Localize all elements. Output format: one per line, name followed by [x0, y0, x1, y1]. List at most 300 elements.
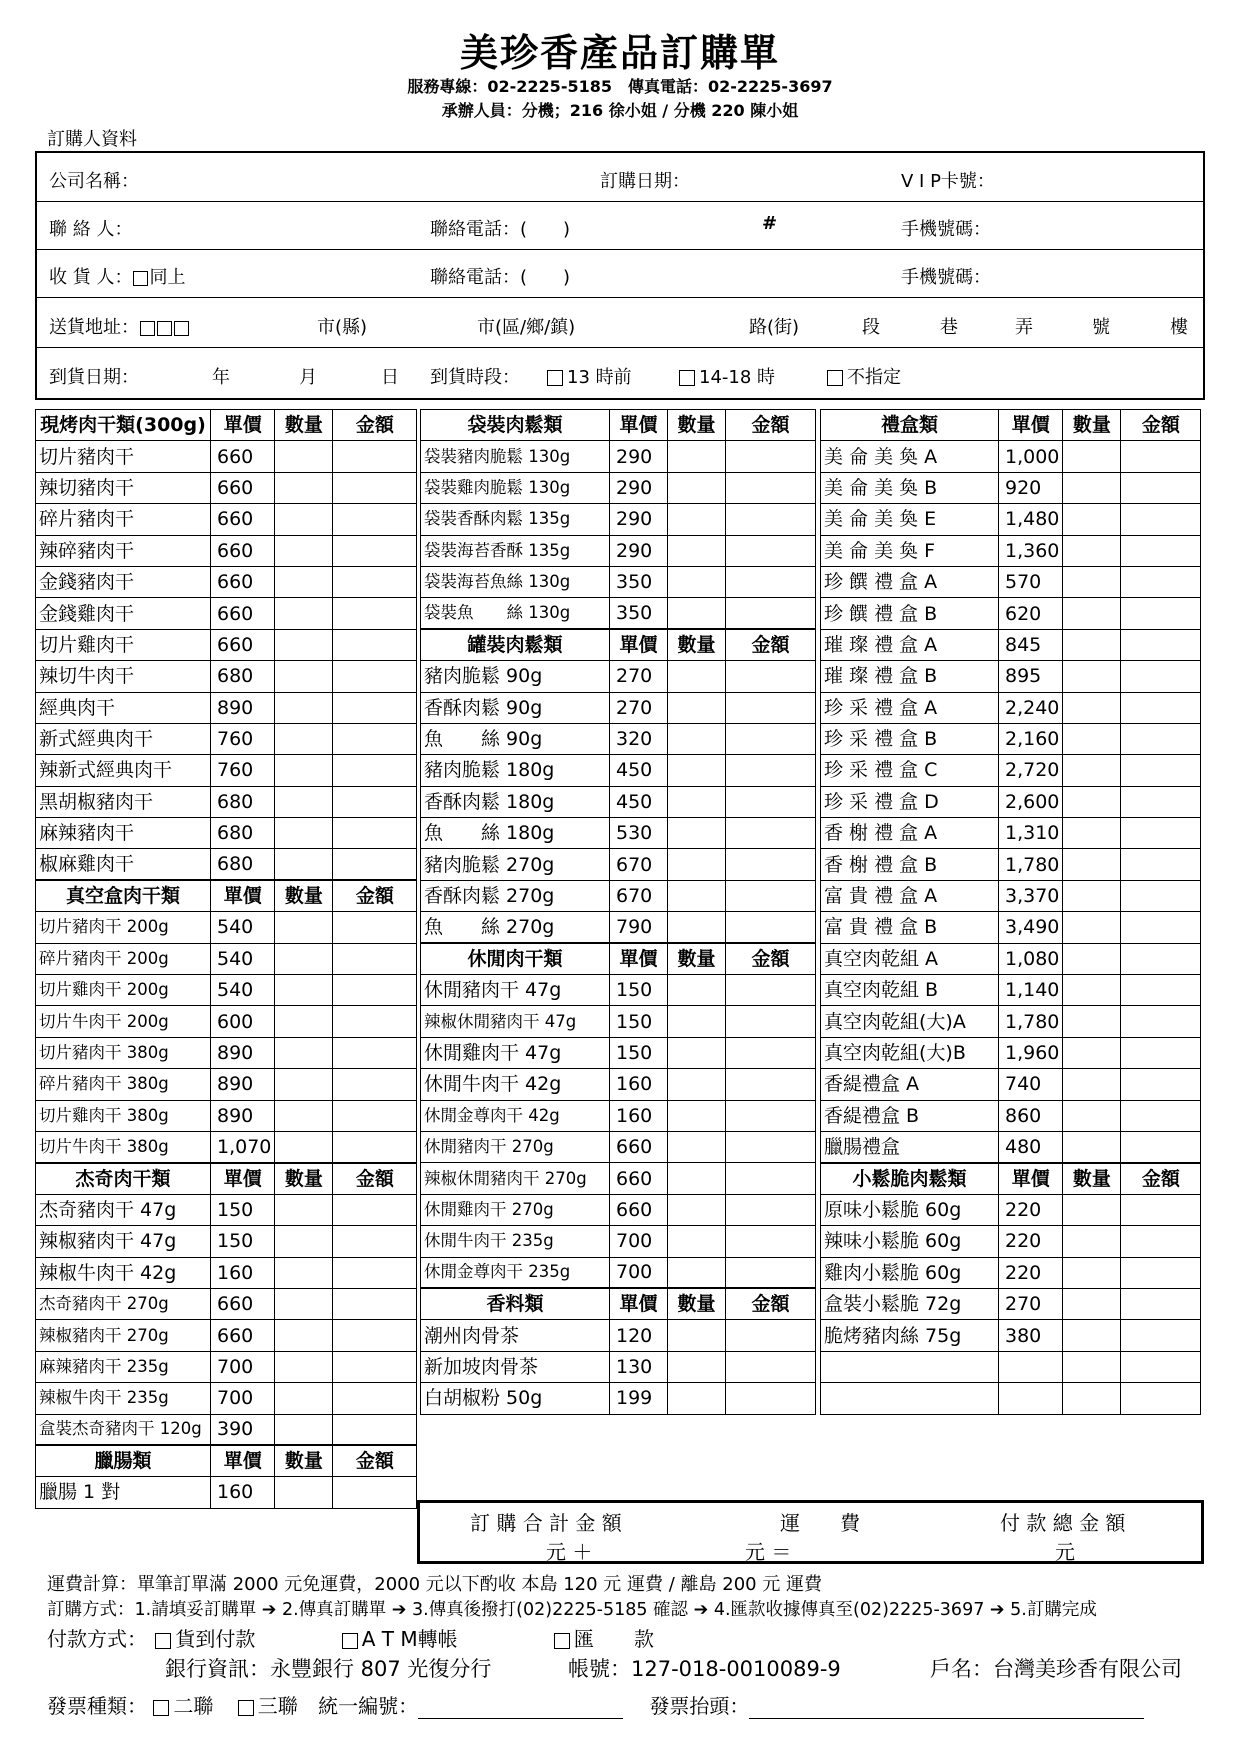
quantity-input[interactable]	[275, 1131, 333, 1162]
amount-input[interactable]	[333, 504, 417, 535]
product-row	[36, 786, 417, 817]
amount-input[interactable]	[1121, 723, 1201, 754]
amount-input[interactable]	[726, 786, 816, 817]
receiver-field[interactable]: 收 貨 人： 同上	[49, 267, 186, 288]
amount-input[interactable]	[726, 1226, 816, 1257]
amount-input[interactable]	[333, 1226, 417, 1257]
product-row	[421, 661, 816, 692]
amount-input[interactable]	[726, 1257, 816, 1288]
unit-price: 700	[211, 1351, 275, 1382]
unit-price: 3,370	[999, 880, 1063, 911]
quantity-input[interactable]	[1063, 1226, 1121, 1257]
quantity-input[interactable]	[668, 661, 726, 692]
section-header-row	[36, 1445, 417, 1476]
quantity-input[interactable]	[1063, 912, 1121, 943]
price-header: 單價	[211, 1163, 275, 1194]
grand-total-value[interactable]: 元	[1055, 1540, 1075, 1564]
section-header-row	[36, 410, 417, 441]
bank-account: 帳號：127-018-0010089-9	[568, 1657, 841, 1681]
empty-cell[interactable]	[999, 1383, 1063, 1414]
product-name: 休閒金尊肉干 235g	[421, 1257, 610, 1288]
amount-input[interactable]	[333, 629, 417, 660]
quantity-input[interactable]	[275, 692, 333, 723]
unit-price: 2,600	[999, 786, 1063, 817]
quantity-input[interactable]	[668, 504, 726, 535]
quantity-input[interactable]	[668, 472, 726, 503]
product-name: 休閒豬肉干 270g	[421, 1131, 610, 1162]
product-row	[36, 723, 417, 754]
product-name: 美 侖 美 奐 B	[821, 472, 999, 503]
invoice-title-input[interactable]	[749, 1698, 1144, 1719]
section-title: 休閒肉干類	[421, 943, 610, 974]
amount-input[interactable]	[726, 849, 816, 880]
product-row	[821, 598, 1201, 629]
receiver-phone-field[interactable]: 聯絡電話：( )	[430, 267, 571, 288]
quantity-input[interactable]	[275, 1194, 333, 1225]
arrival-day[interactable]: 日	[381, 367, 399, 388]
section-title: 袋裝肉鬆類	[421, 410, 610, 441]
amount-input[interactable]	[333, 661, 417, 692]
quantity-input[interactable]	[1063, 472, 1121, 503]
invoice-duplicate-checkbox[interactable]	[153, 1700, 169, 1716]
amount-input[interactable]	[1121, 1037, 1201, 1068]
unit-price: 220	[999, 1226, 1063, 1257]
quantity-input[interactable]	[668, 566, 726, 597]
unit-price: 670	[610, 880, 668, 911]
product-row	[421, 1006, 816, 1037]
contact-phone-field[interactable]: 聯絡電話：( )	[430, 219, 571, 240]
unit-price: 350	[610, 598, 668, 629]
amount-input[interactable]	[1121, 880, 1201, 911]
product-row	[36, 566, 417, 597]
amount-input[interactable]	[1121, 1257, 1201, 1288]
quantity-input[interactable]	[275, 1069, 333, 1100]
product-row	[36, 912, 417, 943]
quantity-input[interactable]	[668, 818, 726, 849]
quantity-input[interactable]	[275, 472, 333, 503]
amount-input[interactable]	[726, 1100, 816, 1131]
empty-cell[interactable]	[1063, 1351, 1121, 1382]
amount-input[interactable]	[333, 723, 417, 754]
amount-header: 金額	[1121, 410, 1201, 441]
quantity-input[interactable]	[1063, 975, 1121, 1006]
product-row	[421, 535, 816, 566]
addr-alley: 弄	[1015, 317, 1033, 338]
quantity-input[interactable]	[668, 1131, 726, 1162]
amount-input[interactable]	[333, 1100, 417, 1131]
quantity-input[interactable]	[1063, 1006, 1121, 1037]
amount-input[interactable]	[1121, 535, 1201, 566]
unit-price: 1,480	[999, 504, 1063, 535]
section-title: 真空盒肉干類	[36, 880, 211, 911]
arrival-year[interactable]: 年	[212, 367, 230, 388]
quantity-input[interactable]	[1063, 755, 1121, 786]
quantity-input[interactable]	[668, 692, 726, 723]
product-row	[821, 1194, 1201, 1225]
pay-remit-checkbox[interactable]	[554, 1633, 570, 1649]
quantity-input[interactable]	[668, 755, 726, 786]
quantity-input[interactable]	[275, 1100, 333, 1131]
amount-input[interactable]	[333, 535, 417, 566]
quantity-input[interactable]	[1063, 661, 1121, 692]
quantity-input[interactable]	[668, 1351, 726, 1382]
amount-input[interactable]	[1121, 661, 1201, 692]
quantity-input[interactable]	[668, 975, 726, 1006]
subtotal-value[interactable]: 元 ＋	[546, 1540, 593, 1564]
quantity-input[interactable]	[275, 943, 333, 974]
amount-input[interactable]	[726, 661, 816, 692]
amount-input[interactable]	[726, 566, 816, 597]
quantity-input[interactable]	[275, 441, 333, 472]
amount-input[interactable]	[333, 441, 417, 472]
quantity-input[interactable]	[1063, 504, 1121, 535]
quantity-input[interactable]	[1063, 1069, 1121, 1100]
quantity-input[interactable]	[275, 504, 333, 535]
quantity-input[interactable]	[1063, 880, 1121, 911]
quantity-input[interactable]	[668, 1194, 726, 1225]
product-name: 切片豬肉干 380g	[36, 1037, 211, 1068]
amount-input[interactable]	[333, 943, 417, 974]
product-name: 切片牛肉干 200g	[36, 1006, 211, 1037]
amount-input[interactable]	[726, 1194, 816, 1225]
product-row	[36, 629, 417, 660]
amount-input[interactable]	[726, 975, 816, 1006]
quantity-input[interactable]	[275, 849, 333, 880]
amount-input[interactable]	[1121, 598, 1201, 629]
amount-input[interactable]	[333, 1288, 417, 1319]
amount-input[interactable]	[1121, 1320, 1201, 1351]
amount-input[interactable]	[1121, 1194, 1201, 1225]
delivery-address-field[interactable]: 送貨地址：	[49, 313, 190, 339]
shipping-fee-value[interactable]: 元 ＝	[745, 1540, 792, 1564]
pay-cod-checkbox[interactable]	[155, 1633, 171, 1649]
quantity-input[interactable]	[1063, 1131, 1121, 1162]
amount-input[interactable]	[726, 1351, 816, 1382]
quantity-input[interactable]	[668, 1163, 726, 1194]
amount-input[interactable]	[726, 1131, 816, 1162]
product-row	[421, 1257, 816, 1288]
amount-input[interactable]	[333, 598, 417, 629]
amount-input[interactable]	[333, 1037, 417, 1068]
product-name: 璀 璨 禮 盒 B	[821, 661, 999, 692]
amount-input[interactable]	[333, 1006, 417, 1037]
section-header-row	[821, 1163, 1201, 1194]
amount-input[interactable]	[333, 1069, 417, 1100]
product-name: 休閒牛肉干 235g	[421, 1226, 610, 1257]
amount-input[interactable]	[333, 692, 417, 723]
amount-input[interactable]	[333, 786, 417, 817]
product-row	[421, 1320, 816, 1351]
amount-input[interactable]	[333, 975, 417, 1006]
quantity-input[interactable]	[1063, 818, 1121, 849]
product-name: 香 榭 禮 盒 A	[821, 818, 999, 849]
amount-input[interactable]	[1121, 1100, 1201, 1131]
product-name: 珍 采 禮 盒 C	[821, 755, 999, 786]
same-as-above-checkbox[interactable]	[133, 271, 148, 286]
amount-input[interactable]	[726, 598, 816, 629]
qty-header: 數量	[275, 1163, 333, 1194]
middle-product-table	[420, 409, 816, 1415]
mobile-field[interactable]: 手機號碼：	[901, 219, 991, 240]
quantity-input[interactable]	[275, 1226, 333, 1257]
product-name: 辣切豬肉干	[36, 472, 211, 503]
amount-input[interactable]	[333, 566, 417, 597]
unit-price: 890	[211, 1100, 275, 1131]
unit-price: 760	[211, 723, 275, 754]
quantity-input[interactable]	[275, 566, 333, 597]
product-name: 休閒雞肉干 270g	[421, 1194, 610, 1225]
amount-input[interactable]	[333, 472, 417, 503]
quantity-input[interactable]	[668, 786, 726, 817]
unit-price: 540	[211, 912, 275, 943]
amount-input[interactable]	[726, 472, 816, 503]
quantity-input[interactable]	[275, 1037, 333, 1068]
unit-price: 220	[999, 1257, 1063, 1288]
amount-input[interactable]	[333, 1257, 417, 1288]
quantity-input[interactable]	[1063, 566, 1121, 597]
amount-input[interactable]	[333, 849, 417, 880]
amount-input[interactable]	[333, 1131, 417, 1162]
amount-input[interactable]	[1121, 504, 1201, 535]
amount-input[interactable]	[1121, 1069, 1201, 1100]
quantity-input[interactable]	[668, 723, 726, 754]
section-title: 禮盒類	[821, 410, 999, 441]
amount-input[interactable]	[726, 880, 816, 911]
quantity-input[interactable]	[275, 1288, 333, 1319]
time-14-18-option[interactable]: 14-18 時	[679, 363, 775, 389]
amount-input[interactable]	[726, 912, 816, 943]
qty-header: 數量	[1063, 1163, 1121, 1194]
quantity-input[interactable]	[275, 1351, 333, 1382]
quantity-input[interactable]	[275, 1257, 333, 1288]
quantity-input[interactable]	[275, 975, 333, 1006]
product-row	[821, 818, 1201, 849]
amount-input[interactable]	[333, 755, 417, 786]
product-row	[36, 1351, 417, 1382]
product-row	[421, 1131, 816, 1162]
quantity-input[interactable]	[275, 818, 333, 849]
quantity-input[interactable]	[1063, 723, 1121, 754]
quantity-input[interactable]	[275, 1414, 333, 1445]
amount-input[interactable]	[333, 1414, 417, 1445]
product-name: 美 侖 美 奐 E	[821, 504, 999, 535]
quantity-input[interactable]	[1063, 1320, 1121, 1351]
empty-cell[interactable]	[1121, 1383, 1201, 1414]
product-name: 切片牛肉干 380g	[36, 1131, 211, 1162]
arrival-month[interactable]: 月	[299, 367, 317, 388]
unit-price: 150	[211, 1194, 275, 1225]
amount-input[interactable]	[333, 1320, 417, 1351]
product-name: 袋裝雞肉脆鬆 130g	[421, 472, 610, 503]
amount-input[interactable]	[726, 441, 816, 472]
unit-price: 290	[610, 535, 668, 566]
amount-input[interactable]	[1121, 441, 1201, 472]
product-name: 新加坡肉骨茶	[421, 1351, 610, 1382]
quantity-input[interactable]	[668, 1257, 726, 1288]
quantity-input[interactable]	[1063, 1288, 1121, 1319]
amount-input[interactable]	[333, 1477, 417, 1508]
quantity-input[interactable]	[668, 1383, 726, 1414]
price-header: 單價	[610, 629, 668, 660]
product-name: 珍 饌 禮 盒 A	[821, 566, 999, 597]
quantity-input[interactable]	[668, 1069, 726, 1100]
amount-input[interactable]	[1121, 818, 1201, 849]
amount-input[interactable]	[1121, 786, 1201, 817]
quantity-input[interactable]	[1063, 943, 1121, 974]
empty-cell[interactable]	[821, 1383, 999, 1414]
unit-price: 700	[610, 1226, 668, 1257]
product-name: 香緹禮盒 A	[821, 1069, 999, 1100]
amount-input[interactable]	[1121, 912, 1201, 943]
quantity-input[interactable]	[1063, 849, 1121, 880]
unit-price: 450	[610, 786, 668, 817]
product-name: 香緹禮盒 B	[821, 1100, 999, 1131]
addr-lane: 巷	[940, 317, 958, 338]
quantity-input[interactable]	[275, 1477, 333, 1508]
amount-input[interactable]	[1121, 629, 1201, 660]
product-row	[36, 1069, 417, 1100]
unit-price: 660	[211, 1288, 275, 1319]
product-name: 辣椒牛肉干 235g	[36, 1383, 211, 1414]
quantity-input[interactable]	[668, 880, 726, 911]
amount-input[interactable]	[726, 1320, 816, 1351]
quantity-input[interactable]	[275, 1006, 333, 1037]
company-name-field[interactable]: 公司名稱：	[49, 171, 139, 192]
quantity-input[interactable]	[275, 1383, 333, 1414]
account-holder: 戶名：台灣美珍香有限公司	[930, 1657, 1182, 1681]
quantity-input[interactable]	[275, 598, 333, 629]
empty-cell[interactable]	[821, 1351, 999, 1382]
contact-person-field[interactable]: 聯 絡 人：	[49, 219, 133, 240]
amount-input[interactable]	[333, 1194, 417, 1225]
amount-input[interactable]	[726, 1006, 816, 1037]
receiver-mobile-field[interactable]: 手機號碼：	[901, 267, 991, 288]
vip-card-field[interactable]: V I P卡號：	[901, 171, 995, 192]
empty-cell[interactable]	[1121, 1351, 1201, 1382]
amount-input[interactable]	[726, 723, 816, 754]
time-before-13-option[interactable]: 13 時前	[547, 363, 632, 389]
empty-cell[interactable]	[1063, 1383, 1121, 1414]
quantity-input[interactable]	[1063, 692, 1121, 723]
quantity-input[interactable]	[668, 1226, 726, 1257]
amount-input[interactable]	[1121, 472, 1201, 503]
amount-input[interactable]	[726, 1383, 816, 1414]
quantity-input[interactable]	[1063, 786, 1121, 817]
invoice-triplicate-checkbox[interactable]	[238, 1700, 254, 1716]
quantity-input[interactable]	[275, 786, 333, 817]
quantity-input[interactable]	[668, 441, 726, 472]
unit-price: 890	[211, 1037, 275, 1068]
amount-input[interactable]	[1121, 755, 1201, 786]
product-name: 金錢豬肉干	[36, 566, 211, 597]
amount-input[interactable]	[1121, 1131, 1201, 1162]
product-name: 休閒牛肉干 42g	[421, 1069, 610, 1100]
quantity-input[interactable]	[1063, 1100, 1121, 1131]
quantity-input[interactable]	[275, 723, 333, 754]
amount-input[interactable]	[726, 1037, 816, 1068]
product-row	[821, 975, 1201, 1006]
empty-cell[interactable]	[999, 1351, 1063, 1382]
amount-input[interactable]	[1121, 975, 1201, 1006]
quantity-input[interactable]	[275, 629, 333, 660]
quantity-input[interactable]	[275, 1320, 333, 1351]
product-name: 真空肉乾組(大)A	[821, 1006, 999, 1037]
product-row	[421, 723, 816, 754]
quantity-input[interactable]	[668, 535, 726, 566]
quantity-input[interactable]	[1063, 441, 1121, 472]
quantity-input[interactable]	[668, 849, 726, 880]
product-name: 真空肉乾組 B	[821, 975, 999, 1006]
quantity-input[interactable]	[275, 535, 333, 566]
quantity-input[interactable]	[668, 1100, 726, 1131]
quantity-input[interactable]	[1063, 1257, 1121, 1288]
pay-atm-checkbox[interactable]	[342, 1633, 358, 1649]
quantity-input[interactable]	[1063, 1194, 1121, 1225]
amount-input[interactable]	[333, 818, 417, 849]
product-row	[36, 472, 417, 503]
amount-input[interactable]	[726, 818, 816, 849]
amount-input[interactable]	[333, 912, 417, 943]
quantity-input[interactable]	[668, 598, 726, 629]
unit-price: 1,310	[999, 818, 1063, 849]
quantity-input[interactable]	[668, 1320, 726, 1351]
quantity-input[interactable]	[1063, 629, 1121, 660]
unit-price: 680	[211, 818, 275, 849]
amount-input[interactable]	[726, 1069, 816, 1100]
amount-input[interactable]	[333, 1351, 417, 1382]
amount-input[interactable]	[1121, 943, 1201, 974]
quantity-input[interactable]	[275, 912, 333, 943]
quantity-input[interactable]	[275, 661, 333, 692]
amount-input[interactable]	[726, 1163, 816, 1194]
quantity-input[interactable]	[1063, 1037, 1121, 1068]
quantity-input[interactable]	[275, 755, 333, 786]
product-name: 香酥肉鬆 90g	[421, 692, 610, 723]
product-name: 辣味小鬆脆 60g	[821, 1226, 999, 1257]
amount-input[interactable]	[1121, 566, 1201, 597]
amount-input[interactable]	[726, 692, 816, 723]
product-name: 杰奇豬肉干 270g	[36, 1288, 211, 1319]
quantity-input[interactable]	[1063, 535, 1121, 566]
amount-input[interactable]	[1121, 1226, 1201, 1257]
price-header: 單價	[999, 1163, 1063, 1194]
product-row	[821, 786, 1201, 817]
quantity-input[interactable]	[668, 1037, 726, 1068]
product-name: 金錢雞肉干	[36, 598, 211, 629]
unit-price: 2,240	[999, 692, 1063, 723]
unit-price: 160	[610, 1100, 668, 1131]
amount-input[interactable]	[1121, 1288, 1201, 1319]
amount-input[interactable]	[1121, 692, 1201, 723]
order-date-field[interactable]: 訂購日期：	[600, 171, 690, 192]
time-unspecified-option[interactable]: 不指定	[827, 363, 901, 389]
product-row	[36, 943, 417, 974]
amount-input[interactable]	[726, 535, 816, 566]
quantity-input[interactable]	[668, 1006, 726, 1037]
amount-input[interactable]	[726, 755, 816, 786]
quantity-input[interactable]	[668, 912, 726, 943]
tax-id-input[interactable]	[418, 1698, 623, 1719]
unit-price: 790	[610, 912, 668, 943]
quantity-input[interactable]	[1063, 598, 1121, 629]
amount-input[interactable]	[333, 1383, 417, 1414]
amount-input[interactable]	[1121, 849, 1201, 880]
amount-input[interactable]	[726, 504, 816, 535]
section-title: 小鬆脆肉鬆類	[821, 1163, 999, 1194]
amount-input[interactable]	[1121, 1006, 1201, 1037]
product-row	[36, 1383, 417, 1414]
product-name: 休閒豬肉干 47g	[421, 975, 610, 1006]
